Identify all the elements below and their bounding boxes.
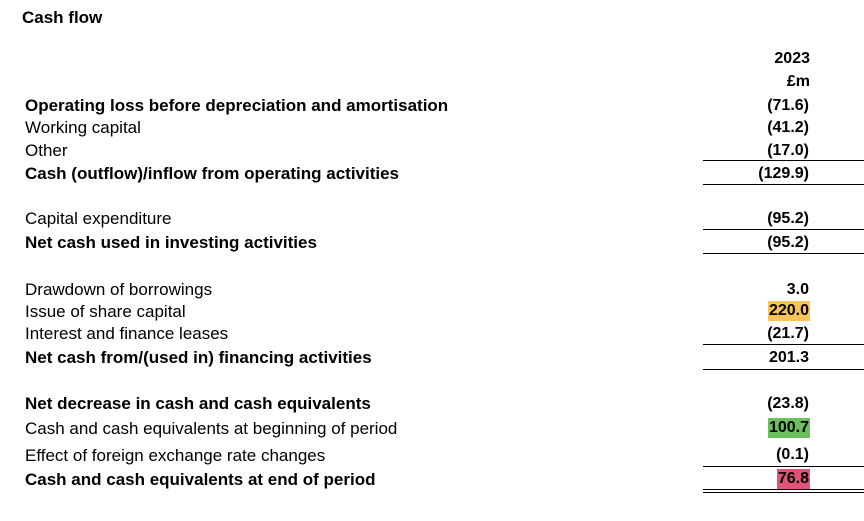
- subtotal-rule: [703, 466, 864, 467]
- subtotal-rule: [703, 229, 864, 230]
- subtotal-rule: [703, 344, 864, 345]
- subtotal-rule: [703, 160, 864, 161]
- row-value-drawdown: 3.0: [786, 281, 809, 298]
- row-label-financing-total: Net cash from/(used in) financing activities: [25, 348, 372, 367]
- row-value-investing-total: (95.2): [767, 234, 809, 251]
- total-rule: [703, 369, 864, 370]
- row-label-operating-total: Cash (outflow)/inflow from operating activities: [25, 164, 400, 183]
- column-header-year: 2023: [774, 50, 810, 67]
- row-value-net-decrease: (23.8): [767, 395, 809, 412]
- row-value-share-issue: 220.0: [768, 302, 809, 319]
- row-value-operating-total: (129.9): [758, 165, 809, 182]
- row-value-working-capital: (41.2): [767, 119, 809, 136]
- row-value-closing-cash: 76.8: [777, 470, 809, 487]
- row-label-closing-cash: Cash and cash equivalents at end of period: [25, 470, 376, 489]
- row-label-operating-loss: Operating loss before depreciation and amortisation: [25, 96, 449, 115]
- row-label-other: Other: [25, 141, 68, 160]
- row-label-opening-cash: Cash and cash equivalents at beginning of period: [25, 419, 398, 438]
- row-value-capex: (95.2): [767, 210, 809, 227]
- row-value-opening-cash: 100.7: [768, 419, 809, 436]
- row-label-investing-total: Net cash used in investing activities: [25, 233, 317, 252]
- row-label-fx-effect: Effect of foreign exchange rate changes: [25, 446, 326, 465]
- column-header-unit: £m: [786, 73, 810, 90]
- row-label-drawdown: Drawdown of borrowings: [25, 280, 213, 299]
- row-label-interest: Interest and finance leases: [25, 324, 229, 343]
- total-rule: [703, 489, 864, 490]
- row-value-interest: (21.7): [767, 325, 809, 342]
- row-label-capex: Capital expenditure: [25, 209, 172, 228]
- row-label-share-issue: Issue of share capital: [25, 302, 186, 321]
- row-label-net-decrease: Net decrease in cash and cash equivalents: [25, 394, 371, 413]
- row-value-financing-total: 201.3: [768, 349, 809, 366]
- total-rule: [703, 253, 864, 254]
- row-value-fx-effect: (0.1): [776, 446, 809, 463]
- row-label-working-capital: Working capital: [25, 118, 141, 137]
- row-value-operating-loss: (71.6): [767, 97, 809, 114]
- total-double-rule: [703, 492, 864, 493]
- page-title: Cash flow: [22, 8, 103, 27]
- total-rule: [703, 184, 864, 185]
- row-value-other: (17.0): [767, 142, 809, 159]
